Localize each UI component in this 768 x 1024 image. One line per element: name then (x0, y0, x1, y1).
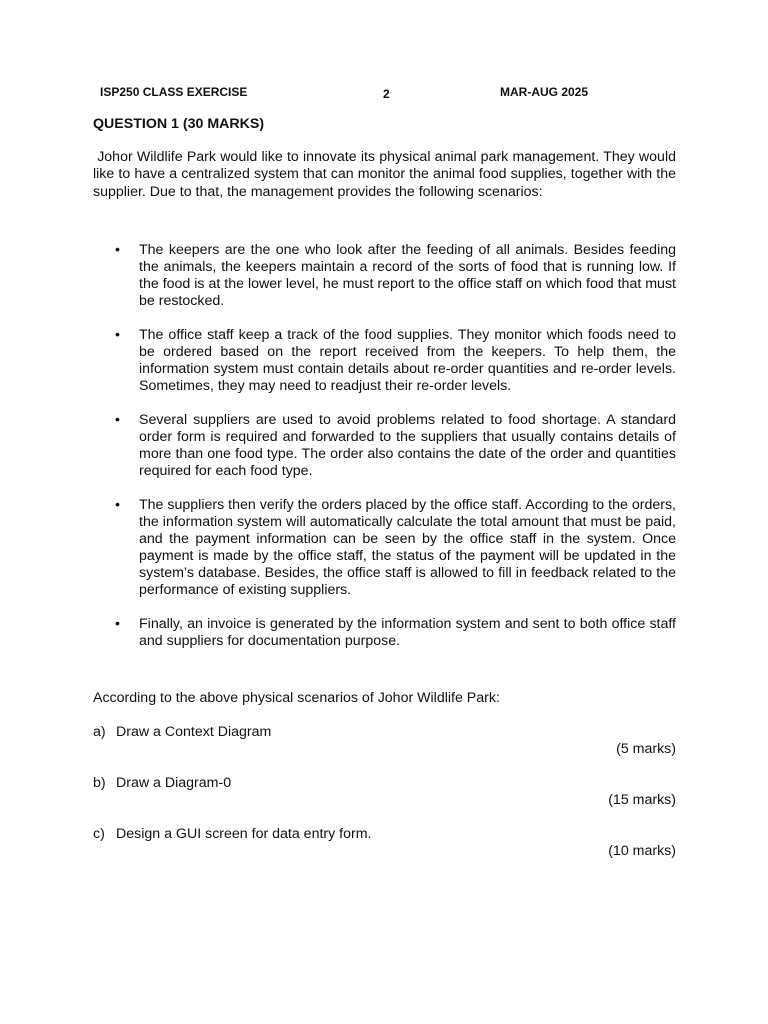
question-marks: (5 marks) (616, 741, 676, 757)
list-item (93, 327, 676, 395)
intro-paragraph: Johor Wildlife Park would like to innovate its physical animal park management. They would like to have a centralized system that can monitor the animal food supplies, together with the supplier. Due to that, the management provides the following scenarios: (93, 149, 680, 200)
semester-label: MAR-AUG 2025 (500, 85, 589, 99)
question-marks: (15 marks) (608, 792, 676, 808)
list-item (93, 242, 676, 310)
page-header (0, 85, 768, 105)
question-item-a (93, 724, 676, 764)
question-title: QUESTION 1 (30 MARKS) (93, 116, 265, 132)
bullet-icon: • (115, 327, 120, 343)
course-code: ISP250 CLASS EXERCISE (100, 85, 248, 99)
list-item (93, 616, 676, 650)
scenario-text: Several suppliers are used to avoid problems related to food shortage. A standard order form is required and forwarded to the suppliers that usually contains details of more than one food type. The order also contains the date of the order and quantities required for each food type. (139, 412, 676, 479)
question-label: a) (93, 724, 106, 740)
bullet-icon: • (115, 412, 120, 428)
bullet-icon: • (115, 242, 120, 258)
question-item-c (93, 826, 676, 866)
page-number: 2 (383, 87, 390, 101)
bullet-icon: • (115, 497, 120, 513)
question-label: c) (93, 826, 105, 842)
scenario-list (93, 242, 676, 667)
list-item (93, 497, 676, 599)
question-text: Draw a Context Diagram (116, 724, 272, 740)
list-item (93, 412, 676, 480)
question-text: Draw a Diagram-0 (116, 775, 232, 791)
scenario-text: The keepers are the one who look after the feeding of all animals. Besides feeding the animals, the keepers maintain a record of the sorts of food that is running low. If the food is at the lower level, he must report to the office staff on which food that must be restocked. (139, 242, 676, 309)
question-marks: (10 marks) (608, 843, 676, 859)
scenario-text: Finally, an invoice is generated by the information system and sent to both office staff and suppliers for documentation purpose. (139, 616, 676, 649)
scenario-text: The office staff keep a track of the food supplies. They monitor which foods need to be ordered based on the report received from the keepers. To help them, the information system must contain details about re-order quantities and re-order levels. Sometimes, they may need to readjust their re-order levels. (139, 327, 676, 394)
bullet-icon: • (115, 616, 120, 632)
instruction-text: According to the above physical scenarios of Johor Wildlife Park: (93, 690, 500, 706)
question-item-b (93, 775, 676, 815)
question-text: Design a GUI screen for data entry form. (116, 826, 372, 842)
scenario-text: The suppliers then verify the orders placed by the office staff. According to the orders, the information system will automatically calculate the total amount that must be paid, and the payment information can be seen by the office staff in the system. Once payment is made by the office staff, the status of the payment will be updated in the system’s database. Besides, the office staff is allowed to fill in feedback related to the performance of existing suppliers. (139, 497, 676, 598)
question-label: b) (93, 775, 106, 791)
